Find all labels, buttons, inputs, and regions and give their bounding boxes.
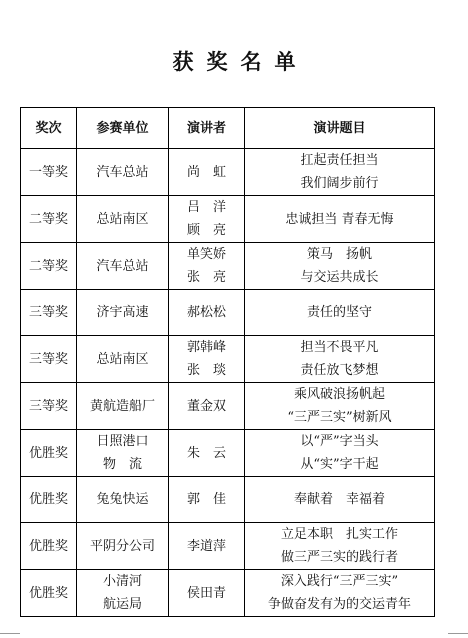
speaker-cell-line: 单笑娇 [186,247,226,262]
unit-cell [77,523,169,570]
topic-cell-line: 争做奋发有为的交运青年 [267,597,411,612]
unit-cell-line: 日照港口 [96,434,149,449]
unit-cell-line: 黄航造船厂 [89,398,155,414]
topic-cell-line: 深入践行“三严三实” [280,574,399,589]
topic-cell [245,477,435,523]
table-row [21,243,435,290]
topic-cell-line: 奉献着 幸福着 [293,492,385,507]
topic-cell-line: 忠诚担当 青春无悔 [285,211,394,227]
header-speaker: 演讲者 [169,108,245,149]
unit-cell-line: 汽车总站 [96,258,149,274]
awards-table-body [21,149,435,617]
unit-cell-line: 总站南区 [96,211,149,227]
award-cell: 二等奖 [21,243,77,290]
table-row [21,290,435,336]
table-row [21,336,435,383]
speaker-cell-line: 顾 亮 [186,223,226,238]
speaker-cell-line: 侯田青 [186,585,226,601]
speaker-cell-line: 李道萍 [186,538,226,554]
topic-cell-line: 策马 扬帆 [306,247,372,262]
topic-cell-line: 立足本职 扎实工作 [280,527,398,542]
topic-cell [245,149,435,196]
table-header-row [21,108,435,149]
speaker-cell-line: 董金双 [186,398,226,414]
unit-cell [77,290,169,336]
header-topic: 演讲题目 [245,108,435,149]
topic-cell-line: 担当不畏平凡 [300,340,379,355]
topic-cell [245,430,435,477]
unit-cell-line: 航运局 [102,597,142,612]
unit-cell [77,383,169,430]
topic-cell-line: 与交运共成长 [300,270,379,285]
header-award: 奖次 [21,108,77,149]
header-unit: 参赛单位 [77,108,169,149]
unit-cell-line: 物 流 [102,457,142,472]
award-cell: 三等奖 [21,336,77,383]
speaker-cell-line: 尚 虹 [186,164,226,180]
table-row [21,570,435,617]
award-cell: 优胜奖 [21,523,77,570]
award-cell: 三等奖 [21,383,77,430]
unit-cell-line: 济宇高速 [96,305,149,320]
unit-cell-line: 总站南区 [96,351,149,367]
unit-cell-line: 小清河 [102,574,142,589]
topic-cell-line: 从“实”字干起 [300,457,379,472]
award-cell: 优胜奖 [21,570,77,617]
unit-cell [77,430,169,477]
speaker-cell [169,196,245,243]
topic-cell [245,196,435,243]
awards-table [20,107,435,617]
topic-cell-line: “三严三实”树新风 [287,410,392,425]
speaker-cell [169,383,245,430]
topic-cell-line: 我们阔步前行 [300,176,379,191]
unit-cell [77,336,169,383]
page-title: 获奖名单 [172,49,309,74]
speaker-cell-line: 张 琰 [186,363,226,378]
topic-cell [245,243,435,290]
unit-cell [77,196,169,243]
unit-cell-line: 汽车总站 [96,164,149,180]
award-cell: 优胜奖 [21,430,77,477]
topic-cell [245,290,435,336]
award-cell: 二等奖 [21,196,77,243]
award-cell: 优胜奖 [21,477,77,523]
speaker-cell [169,523,245,570]
speaker-cell-line: 郝松松 [186,305,226,320]
speaker-cell [169,336,245,383]
topic-cell [245,523,435,570]
table-row [21,383,435,430]
unit-cell-line: 兔兔快运 [96,492,149,507]
speaker-cell [169,570,245,617]
topic-cell-line: 乘风破浪扬帆起 [293,387,385,402]
speaker-cell [169,290,245,336]
topic-cell [245,383,435,430]
page-edge-mark-right [448,633,468,634]
table-row [21,477,435,523]
table-row [21,523,435,570]
unit-cell [77,149,169,196]
topic-cell-line: 以“严”字当头 [300,434,379,449]
topic-cell-line: 做三严三实的践行者 [280,550,398,565]
unit-cell [77,477,169,523]
speaker-cell-line: 张 亮 [186,270,226,285]
speaker-cell-line: 朱 云 [186,445,226,461]
topic-cell-line: 责任放飞梦想 [300,363,379,378]
table-row [21,149,435,196]
speaker-cell-line: 郭韩峰 [186,340,226,355]
speaker-cell [169,243,245,290]
unit-cell [77,243,169,290]
page-edge-mark-left [0,633,20,634]
table-row [21,430,435,477]
award-cell: 三等奖 [21,290,77,336]
award-cell: 一等奖 [21,149,77,196]
speaker-cell [169,430,245,477]
unit-cell-line: 平阴分公司 [89,538,155,554]
topic-cell [245,570,435,617]
topic-cell-line: 扛起责任担当 [300,153,379,168]
table-row [21,196,435,243]
speaker-cell [169,477,245,523]
topic-cell [245,336,435,383]
speaker-cell-line: 吕 洋 [186,200,226,215]
topic-cell-line: 责任的坚守 [306,305,372,320]
speaker-cell [169,149,245,196]
speaker-cell-line: 郭 佳 [186,492,226,507]
unit-cell [77,570,169,617]
